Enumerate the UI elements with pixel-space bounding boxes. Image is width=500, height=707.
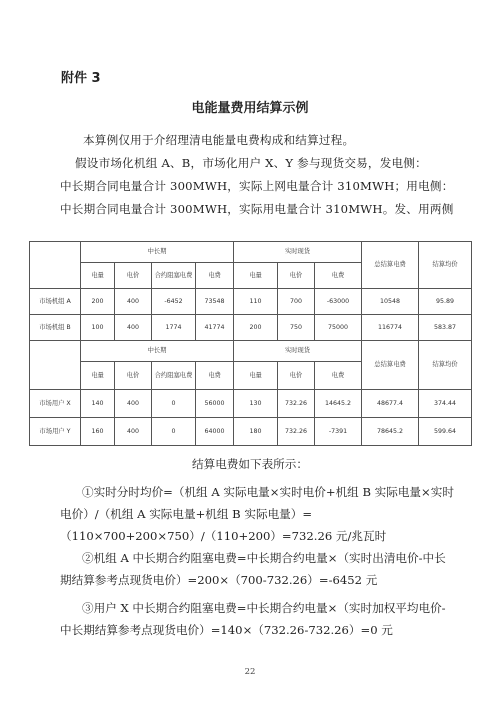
user-settlement-table <box>29 340 472 446</box>
table-cell: 78645.2 <box>362 418 419 446</box>
row-label: 市场机组 B <box>30 315 81 341</box>
sub-header: 电量 <box>234 362 278 390</box>
group-header-spot: 实时现货 <box>234 341 362 362</box>
scenario-paragraph <box>60 152 455 221</box>
table-cell: 130 <box>234 390 278 418</box>
sub-header: 电费 <box>315 362 362 390</box>
page-number: 22 <box>244 667 256 677</box>
table-cell: 200 <box>234 315 278 341</box>
table-cell: 48677.4 <box>362 390 419 418</box>
table-cell: 0 <box>152 390 196 418</box>
table-cell: 56000 <box>196 390 234 418</box>
sub-header: 电费 <box>196 362 234 390</box>
scenario-line: 中长期合同电量合计 300MWH，实际上网电量合计 310MWH；用电侧： <box>60 179 454 193</box>
sub-header: 合约阻塞电费 <box>152 263 196 289</box>
attachment-label: 附件 3 <box>61 71 101 86</box>
sub-header: 电价 <box>115 362 152 390</box>
table-cell: 700 <box>278 289 315 315</box>
row-header-corner <box>30 341 81 390</box>
sub-header: 电价 <box>115 263 152 289</box>
header-avg-price: 结算均价 <box>419 242 472 289</box>
table-cell: 10548 <box>362 289 419 315</box>
table-cell: 64000 <box>196 418 234 446</box>
table-cell: 0 <box>152 418 196 446</box>
table-cell: 374.44 <box>419 390 472 418</box>
group-header-spot: 实时现货 <box>234 242 362 263</box>
table-row <box>30 289 472 315</box>
row-label: 市场机组 A <box>30 289 81 315</box>
table-cell: 732.26 <box>278 418 315 446</box>
table-cell: 95.89 <box>419 289 472 315</box>
table-cell: -7391 <box>315 418 362 446</box>
table-cell: 14645.2 <box>315 390 362 418</box>
sub-header: 电量 <box>234 263 278 289</box>
sub-header: 电费 <box>196 263 234 289</box>
row-label: 市场用户 Y <box>30 418 81 446</box>
table-cell: 583.87 <box>419 315 472 341</box>
sub-header: 电价 <box>278 362 315 390</box>
table-cell: 41774 <box>196 315 234 341</box>
document-title: 电能量费用结算示例 <box>191 101 309 116</box>
row-label: 市场用户 X <box>30 390 81 418</box>
table-row <box>30 315 472 341</box>
table-cell: 75000 <box>315 315 362 341</box>
fee-table-intro: 结算电费如下表所示： <box>192 457 308 471</box>
group-header-long-term: 中长期 <box>81 242 234 263</box>
table-cell: -63000 <box>315 289 362 315</box>
header-total-fee: 总结算电费 <box>362 242 419 289</box>
table-cell: 1774 <box>152 315 196 341</box>
group-header-long-term: 中长期 <box>81 341 234 362</box>
scenario-line: 中长期合同电量合计 300MWH，实际用电量合计 310MWH。发、用两侧 <box>60 202 454 216</box>
table-cell: 140 <box>81 390 115 418</box>
table-cell: 599.64 <box>419 418 472 446</box>
scenario-line: 假设市场化机组 A、B，市场化用户 X、Y 参与现货交易，发电侧： <box>75 156 427 170</box>
table-cell: 200 <box>81 289 115 315</box>
sub-header: 电量 <box>81 263 115 289</box>
table-cell: 116774 <box>362 315 419 341</box>
table-cell: 400 <box>115 289 152 315</box>
table-cell: 110 <box>234 289 278 315</box>
table-cell: -6452 <box>152 289 196 315</box>
calc-item-1: ①实时分时均价=（机组 A 实际电量×实时电价+机组 B 实际电量×实时电价）/（机组 A 实际电量+机组 B 实际电量）=（110×700+200×750）/（110+200）=732.26 元/兆瓦时 <box>60 485 454 543</box>
header-total-fee: 总结算电费 <box>362 341 419 390</box>
header-avg-price: 结算均价 <box>419 341 472 390</box>
table-cell: 400 <box>115 315 152 341</box>
sub-header: 电费 <box>315 263 362 289</box>
row-header-corner <box>30 242 81 289</box>
table-row <box>30 390 472 418</box>
generator-settlement-table <box>29 241 472 341</box>
intro-paragraph: 本算例仅用于介绍理清电能量电费构成和结算过程。 <box>83 133 355 147</box>
table-cell: 73548 <box>196 289 234 315</box>
sub-header: 合约阻塞电费 <box>152 362 196 390</box>
table-cell: 100 <box>81 315 115 341</box>
table-cell: 732.26 <box>278 390 315 418</box>
calc-item-3: ③用户 X 中长期合约阻塞电费=中长期合约电量×（实时加权平均电价-中长期结算参考点现货电价）=140×（732.26-732.26）=0 元 <box>60 601 446 637</box>
table-cell: 400 <box>115 390 152 418</box>
table-row <box>30 418 472 446</box>
table-cell: 180 <box>234 418 278 446</box>
calc-item-2: ②机组 A 中长期合约阻塞电费=中长期合约电量×（实时出清电价-中长期结算参考点现货电价）=200×（700-732.26）=-6452 元 <box>60 551 446 587</box>
sub-header: 电价 <box>278 263 315 289</box>
table-cell: 400 <box>115 418 152 446</box>
table-cell: 160 <box>81 418 115 446</box>
table-cell: 750 <box>278 315 315 341</box>
sub-header: 电量 <box>81 362 115 390</box>
